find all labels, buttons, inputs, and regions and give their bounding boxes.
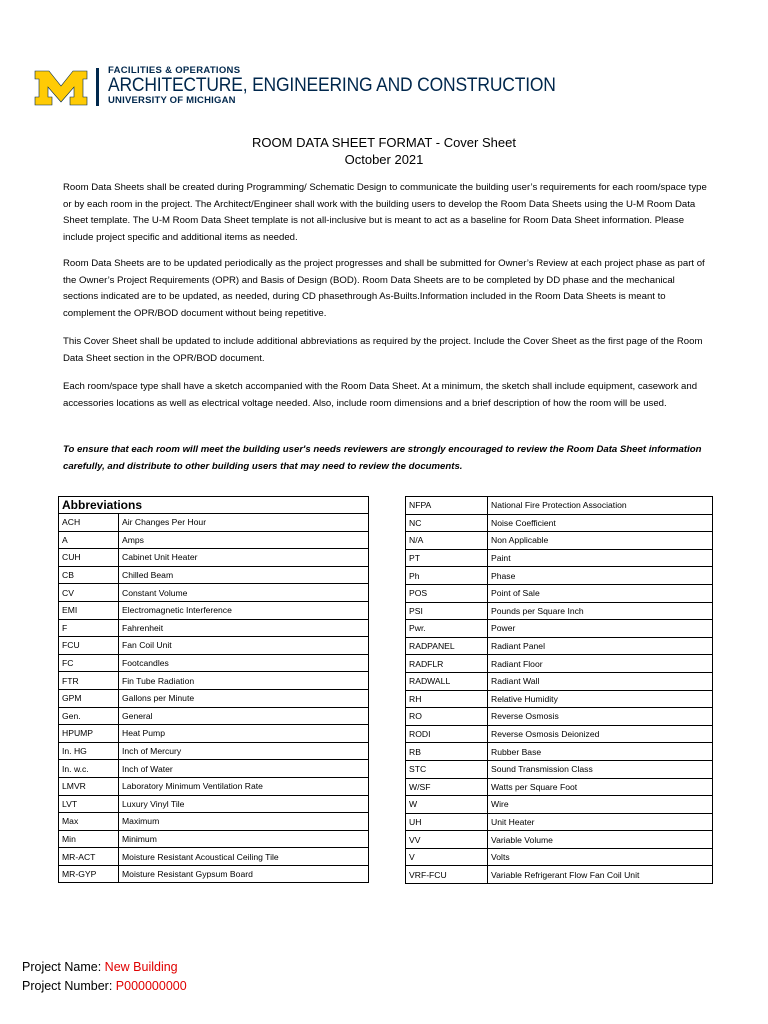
abbreviation-code: RADPANEL <box>406 637 488 655</box>
abbreviation-code: Pwr. <box>406 620 488 638</box>
abbreviation-meaning: Maximum <box>119 813 369 831</box>
table-row <box>59 584 369 602</box>
table-row <box>406 497 713 515</box>
abbreviation-code: W/SF <box>406 778 488 796</box>
table-row <box>406 567 713 585</box>
table-row <box>406 725 713 743</box>
abbreviation-code: CB <box>59 566 119 584</box>
abbreviation-code: VRF-FCU <box>406 866 488 884</box>
table-row <box>406 655 713 673</box>
abbreviation-code: PSI <box>406 602 488 620</box>
abbreviation-meaning: Non Applicable <box>488 532 713 550</box>
abbreviation-code: PT <box>406 549 488 567</box>
logo-wordmark <box>108 66 595 106</box>
abbreviation-meaning: Air Changes Per Hour <box>119 514 369 532</box>
abbreviation-meaning: Heat Pump <box>119 725 369 743</box>
abbreviation-meaning: Inch of Water <box>119 760 369 778</box>
abbreviation-code: RB <box>406 743 488 761</box>
abbreviation-meaning: Paint <box>488 549 713 567</box>
abbreviation-meaning: Laboratory Minimum Ventilation Rate <box>119 777 369 795</box>
abbreviation-code: FCU <box>59 637 119 655</box>
paragraph-reviewer-note: To ensure that each room will meet the building user's needs reviewers are strongly encouraged to review the Room Data Sheet information carefully, and distribute to other building users that may need to review the documents. <box>63 444 702 472</box>
block-m-logo-icon <box>34 70 88 106</box>
abbreviation-meaning: Fahrenheit <box>119 619 369 637</box>
abbreviation-code: V <box>406 848 488 866</box>
abbreviation-code: GPM <box>59 689 119 707</box>
table-row <box>406 514 713 532</box>
table-row <box>406 672 713 690</box>
abbreviation-code: LMVR <box>59 777 119 795</box>
abbreviation-code: HPUMP <box>59 725 119 743</box>
abbreviation-code: EMI <box>59 601 119 619</box>
table-row <box>59 777 369 795</box>
table-row <box>59 672 369 690</box>
abbreviation-code: In. HG <box>59 742 119 760</box>
table-row <box>406 602 713 620</box>
um-aec-logo <box>34 65 556 110</box>
paragraph-intro: Room Data Sheets shall be created during Programming/ Schematic Design to communicate the building user’s requirements for each room/space type or by each room in the project. The Architect/Engineer shall work with the building users to develop the Room Data Sheets using the U-M Room Data Sheet template. The U-M Room Data Sheet template is not all-inclusive but is meant to act as a baseline for Room Data Sheet information. Please include project specific and additional items as needed. <box>63 182 707 243</box>
project-number-label: Project Number: <box>22 979 116 993</box>
table-row <box>406 796 713 814</box>
abbreviation-meaning: Electromagnetic Interference <box>119 601 369 619</box>
abbreviation-code: NC <box>406 514 488 532</box>
table-row <box>59 689 369 707</box>
abbreviation-code: In. w.c. <box>59 760 119 778</box>
abbreviation-meaning: General <box>119 707 369 725</box>
abbreviation-code: RADFLR <box>406 655 488 673</box>
project-name-label: Project Name: <box>22 960 105 974</box>
abbreviation-code: POS <box>406 584 488 602</box>
abbreviation-code: F <box>59 619 119 637</box>
abbreviation-code: FC <box>59 654 119 672</box>
table-row <box>59 707 369 725</box>
abbreviation-meaning: Variable Volume <box>488 831 713 849</box>
abbreviation-meaning: Radiant Panel <box>488 637 713 655</box>
table-row <box>406 637 713 655</box>
abbreviation-meaning: Power <box>488 620 713 638</box>
project-number-value: P000000000 <box>115 979 187 993</box>
abbreviation-meaning: Fin Tube Radiation <box>119 672 369 690</box>
abbreviation-code: MR-GYP <box>59 865 119 883</box>
table-row <box>406 743 713 761</box>
paragraph-sketch: Each room/space type shall have a sketch accompanied with the Room Data Sheet. At a minimum, the sketch shall include equipment, casework and accessories locations as well as electrical voltage needed. Also, include room dimensions and a brief description of how the room will be used. <box>63 381 698 409</box>
abbreviation-code: RH <box>406 690 488 708</box>
document-date: October 2021 <box>344 152 424 167</box>
abbreviation-code: FTR <box>59 672 119 690</box>
abbreviations-table-right <box>405 496 713 884</box>
abbreviation-meaning: Moisture Resistant Gypsum Board <box>119 865 369 883</box>
abbreviation-meaning: Point of Sale <box>488 584 713 602</box>
table-row <box>406 831 713 849</box>
abbreviations-heading: Abbreviations <box>59 497 369 514</box>
logo-divider <box>96 68 99 106</box>
abbreviation-code: CUH <box>59 549 119 567</box>
abbreviation-code: CV <box>59 584 119 602</box>
paragraph-cover-sheet: This Cover Sheet shall be updated to include additional abbreviations as required by the project. Include the Cover Sheet as the first page of the Room Data Sheet section in the OPR/BOD document. <box>63 336 703 364</box>
table-row <box>406 549 713 567</box>
table-row <box>59 514 369 532</box>
table-row <box>406 866 713 884</box>
table-row <box>59 725 369 743</box>
table-row <box>59 813 369 831</box>
project-name <box>22 960 178 974</box>
abbreviation-code: A <box>59 531 119 549</box>
table-row <box>59 848 369 866</box>
abbreviation-meaning: Sound Transmission Class <box>488 760 713 778</box>
table-row <box>406 708 713 726</box>
table-row <box>59 795 369 813</box>
table-row <box>59 760 369 778</box>
table-row <box>406 690 713 708</box>
abbreviation-code: W <box>406 796 488 814</box>
abbreviation-meaning: Luxury Vinyl Tile <box>119 795 369 813</box>
abbreviation-meaning: Pounds per Square Inch <box>488 602 713 620</box>
abbreviation-code: MR-ACT <box>59 848 119 866</box>
abbreviation-code: LVT <box>59 795 119 813</box>
abbreviation-meaning: Unit Heater <box>488 813 713 831</box>
abbreviation-code: UH <box>406 813 488 831</box>
project-name-value: New Building <box>104 960 178 974</box>
table-row <box>59 531 369 549</box>
paragraph-updates: Room Data Sheets are to be updated periodically as the project progresses and shall be submitted for Owner’s Review at each project phase as part of the Owner’s Project Requirements (OPR) and Basis of Design (BOD). Room Data Sheets are to be completed by DD phase and the mechanical sections indicated are to be updated, as needed, during CD phasethrough As-Builts.Information included in the Room Data Sheets is meant to complement the OPR/BOD document without being repetitive. <box>63 258 705 319</box>
abbreviation-meaning: Radiant Floor <box>488 655 713 673</box>
abbreviation-meaning: Amps <box>119 531 369 549</box>
table-row <box>59 830 369 848</box>
abbreviation-meaning: Cabinet Unit Heater <box>119 549 369 567</box>
abbreviation-meaning: Constant Volume <box>119 584 369 602</box>
abbreviation-meaning: National Fire Protection Association <box>488 497 713 515</box>
table-row <box>406 532 713 550</box>
table-row <box>59 865 369 883</box>
abbreviation-meaning: Variable Refrigerant Flow Fan Coil Unit <box>488 866 713 884</box>
abbreviation-meaning: Moisture Resistant Acoustical Ceiling Tile <box>119 848 369 866</box>
abbreviation-meaning: Chilled Beam <box>119 566 369 584</box>
table-row <box>59 742 369 760</box>
abbreviation-code: RADWALL <box>406 672 488 690</box>
abbreviation-code: STC <box>406 760 488 778</box>
abbreviations-table-left <box>58 496 369 883</box>
table-row <box>59 601 369 619</box>
table-row <box>406 584 713 602</box>
abbreviation-code: RO <box>406 708 488 726</box>
project-number <box>22 979 187 993</box>
table-row <box>406 848 713 866</box>
abbreviation-code: ACH <box>59 514 119 532</box>
table-row <box>406 620 713 638</box>
abbreviation-meaning: Footcandles <box>119 654 369 672</box>
abbreviation-meaning: Reverse Osmosis <box>488 708 713 726</box>
abbreviation-meaning: Volts <box>488 848 713 866</box>
abbreviations-header-row <box>59 497 369 514</box>
abbreviation-meaning: Rubber Base <box>488 743 713 761</box>
abbreviation-meaning: Wire <box>488 796 713 814</box>
table-row <box>406 778 713 796</box>
table-row <box>59 637 369 655</box>
document-title: ROOM DATA SHEET FORMAT - Cover Sheet <box>252 135 516 150</box>
abbreviation-code: Ph <box>406 567 488 585</box>
abbreviation-code: Max <box>59 813 119 831</box>
logo-university: UNIVERSITY OF MICHIGAN <box>108 95 236 106</box>
abbreviation-meaning: Phase <box>488 567 713 585</box>
abbreviation-code: VV <box>406 831 488 849</box>
abbreviation-meaning: Fan Coil Unit <box>119 637 369 655</box>
table-row <box>59 566 369 584</box>
logo-unit: ARCHITECTURE, ENGINEERING AND CONSTRUCTION <box>108 75 556 96</box>
abbreviation-meaning: Watts per Square Foot <box>488 778 713 796</box>
abbreviation-meaning: Inch of Mercury <box>119 742 369 760</box>
abbreviation-meaning: Reverse Osmosis Deionized <box>488 725 713 743</box>
abbreviation-code: NFPA <box>406 497 488 515</box>
logo-department: FACILITIES & OPERATIONS <box>108 65 241 76</box>
abbreviation-meaning: Gallons per Minute <box>119 689 369 707</box>
abbreviation-code: Min <box>59 830 119 848</box>
abbreviation-meaning: Minimum <box>119 830 369 848</box>
abbreviation-code: Gen. <box>59 707 119 725</box>
table-row <box>406 813 713 831</box>
table-row <box>59 654 369 672</box>
table-row <box>59 549 369 567</box>
abbreviation-code: RODI <box>406 725 488 743</box>
abbreviation-meaning: Relative Humidity <box>488 690 713 708</box>
abbreviation-code: N/A <box>406 532 488 550</box>
abbreviation-meaning: Radiant Wall <box>488 672 713 690</box>
abbreviation-meaning: Noise Coefficient <box>488 514 713 532</box>
table-row <box>59 619 369 637</box>
table-row <box>406 760 713 778</box>
